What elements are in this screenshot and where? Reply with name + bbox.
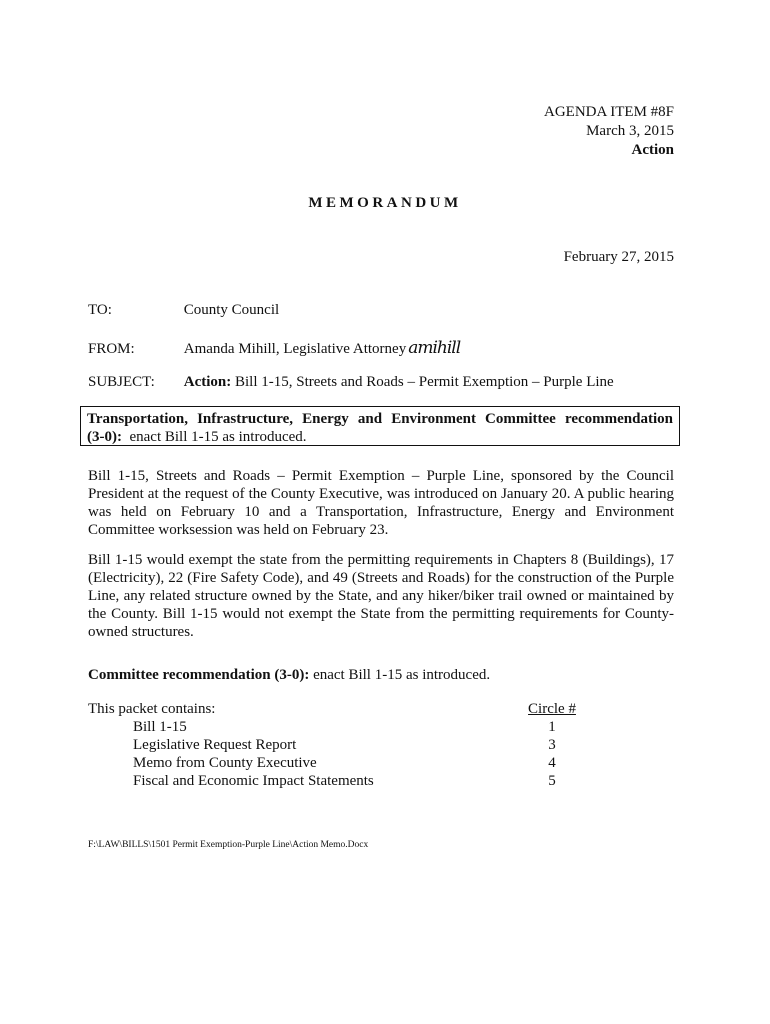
packet-item-label: Memo from County Executive: [133, 755, 317, 771]
packet-item-label: Legislative Request Report: [133, 737, 297, 753]
agenda-block: [544, 103, 674, 160]
agenda-item-number: AGENDA ITEM #8F: [544, 104, 674, 120]
from-value: Amanda Mihill, Legislative Attorney: [183, 341, 407, 357]
memo-title: MEMORANDUM: [308, 195, 462, 211]
memo-date: February 27, 2015: [563, 249, 674, 265]
paragraph-introduction: Bill 1-15, Streets and Roads – Permit Exemption – Purple Line, sponsored by the Council President at the request of the County Executive, was introduced on January 20. A public hearing was held on February 10 and a Transportation, Infrastructure, Energy and Environment Committee worksession was held on February 23.: [88, 468, 674, 538]
subject-action: Action:: [183, 374, 232, 390]
to-value: County Council: [183, 302, 280, 318]
packet-item: [88, 754, 578, 772]
from-row: [88, 338, 688, 358]
subject-value: [184, 374, 614, 391]
from-label: FROM:: [88, 341, 135, 357]
packet-item: [88, 772, 578, 790]
recommendation-box: [80, 406, 680, 446]
packet-item-circle: 3: [548, 737, 556, 753]
packet-item-circle: 4: [548, 755, 556, 771]
committee-recommendation-text: enact Bill 1-15 as introduced.: [309, 667, 491, 683]
packet-header: [88, 700, 578, 718]
packet-item: [88, 718, 578, 736]
packet-item: [88, 736, 578, 754]
to-label: TO:: [88, 302, 112, 318]
recommendation-action: enact Bill 1-15 as introduced.: [129, 429, 307, 445]
recommendation-line2: [87, 428, 679, 446]
packet-item-circle: 5: [548, 773, 556, 789]
subject-text: Bill 1-15, Streets and Roads – Permit Exemption – Purple Line: [235, 374, 614, 390]
paragraph-summary: Bill 1-15 would exempt the state from the permitting requirements in Chapters 8 (Buildings), 17 (Electricity), 22 (Fire Safety Code), and 49 (Streets and Roads) for the construction of the Purple Line, any related structure owned by the State, and any hiker/biker trail owned or maintained by the County. Bill 1-15 would not exempt the State from the permitting requirements for County-owned structures.: [88, 552, 674, 640]
to-row: [88, 302, 688, 319]
committee-recommendation-label: Committee recommendation (3-0):: [88, 667, 310, 683]
circle-number-header: Circle #: [528, 701, 576, 717]
signature: amihill: [408, 338, 461, 358]
packet-item-circle: 1: [548, 719, 556, 735]
subject-row: [88, 374, 688, 391]
agenda-type: Action: [631, 142, 674, 158]
recommendation-heading: Transportation, Infrastructure, Energy and Environment Committee recommendation: [87, 411, 673, 427]
packet-item-label: Fiscal and Economic Impact Statements: [133, 773, 374, 789]
paragraph-committee-recommendation: [88, 666, 674, 684]
packet-contents: [88, 700, 578, 790]
subject-label: SUBJECT:: [88, 374, 155, 390]
recommendation-vote: (3-0):: [87, 429, 122, 445]
packet-intro: This packet contains:: [88, 701, 216, 717]
file-path-footer: F:\LAW\BILLS\1501 Permit Exemption-Purple Line\Action Memo.Docx: [88, 840, 369, 850]
agenda-date: March 3, 2015: [586, 123, 674, 139]
packet-item-label: Bill 1-15: [133, 719, 187, 735]
